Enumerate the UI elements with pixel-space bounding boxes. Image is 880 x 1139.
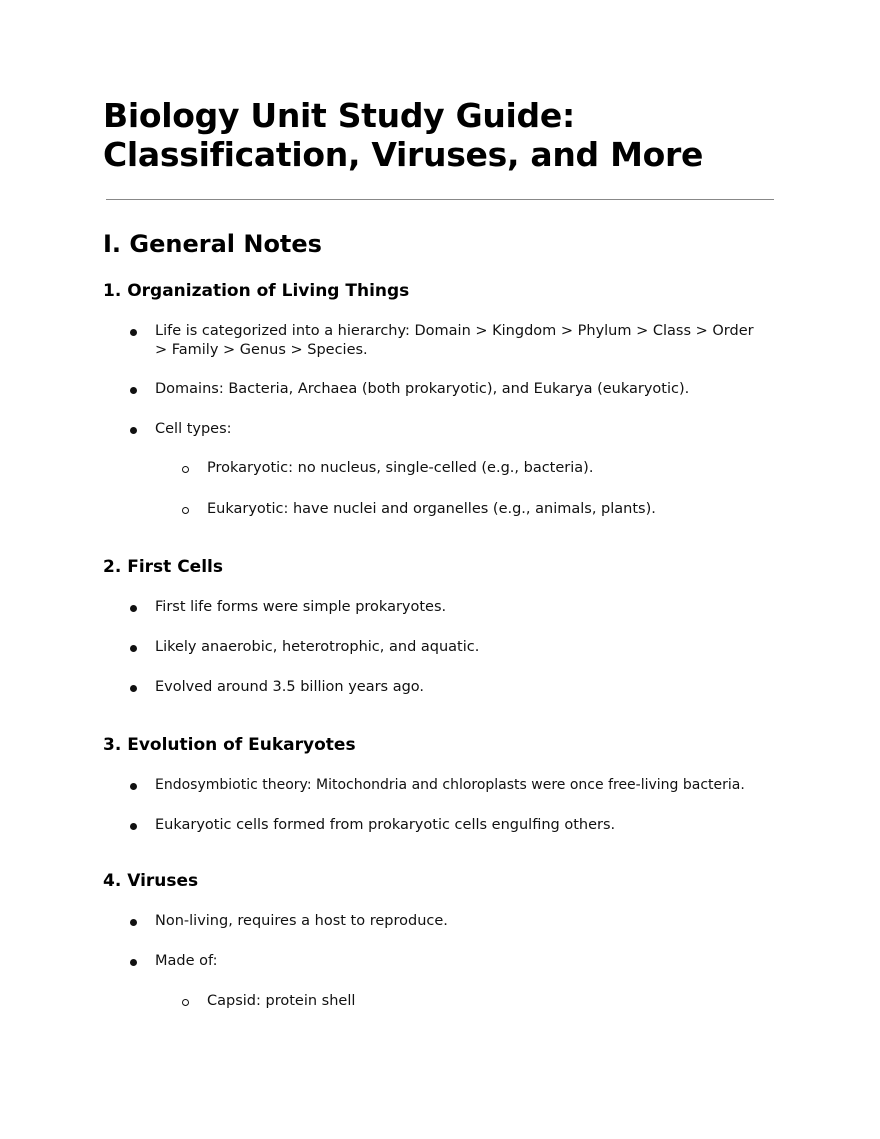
bullet-icon xyxy=(128,599,138,609)
bullet-icon xyxy=(128,817,138,827)
list-item: Endosymbiotic theory: Mitochondria and chloroplasts were once free-living bacteria. xyxy=(155,777,745,793)
list-item: Capsid: protein shell xyxy=(207,993,356,1009)
list-item: Life is categorized into a hierarchy: Domain > Kingdom > Phylum > Class > Order > Family > Genus > Species. xyxy=(155,323,754,358)
document-title: Biology Unit Study Guide: Classification, Viruses, and More xyxy=(103,96,704,174)
list-item: Likely anaerobic, heterotrophic, and aquatic. xyxy=(155,639,480,655)
list-item: Prokaryotic: no nucleus, single-celled (e.g., bacteria). xyxy=(207,460,594,476)
sub-bullet-icon xyxy=(180,460,190,470)
list-item: Eukaryotic: have nuclei and organelles (e.g., animals, plants). xyxy=(207,501,656,517)
list-item: Evolved around 3.5 billion years ago. xyxy=(155,679,425,695)
list-item: Non-living, requires a host to reproduce. xyxy=(155,913,448,929)
subsection-heading-viruses: 4. Viruses xyxy=(103,871,199,891)
bullet-icon xyxy=(128,777,138,787)
sub-bullet-icon xyxy=(180,501,190,511)
bullet-icon xyxy=(128,381,138,391)
sub-bullet-icon xyxy=(180,993,190,1003)
section-heading-general-notes: I. General Notes xyxy=(103,230,322,258)
bullet-icon xyxy=(128,323,138,333)
list-item: Cell types: xyxy=(155,421,232,437)
subsection-heading-organization: 1. Organization of Living Things xyxy=(103,281,410,301)
list-item: Eukaryotic cells formed from prokaryotic cells engulfing others. xyxy=(155,817,616,833)
bullet-icon xyxy=(128,953,138,963)
bullet-icon xyxy=(128,679,138,689)
bullet-icon xyxy=(128,421,138,431)
subsection-heading-evolution: 3. Evolution of Eukaryotes xyxy=(103,735,356,755)
list-item: Made of: xyxy=(155,953,218,969)
bullet-icon xyxy=(128,913,138,923)
list-item: First life forms were simple prokaryotes. xyxy=(155,599,447,615)
title-divider xyxy=(106,199,774,200)
list-item: Domains: Bacteria, Archaea (both prokaryotic), and Eukarya (eukaryotic). xyxy=(155,381,690,397)
bullet-icon xyxy=(128,639,138,649)
subsection-heading-first-cells: 2. First Cells xyxy=(103,557,223,577)
